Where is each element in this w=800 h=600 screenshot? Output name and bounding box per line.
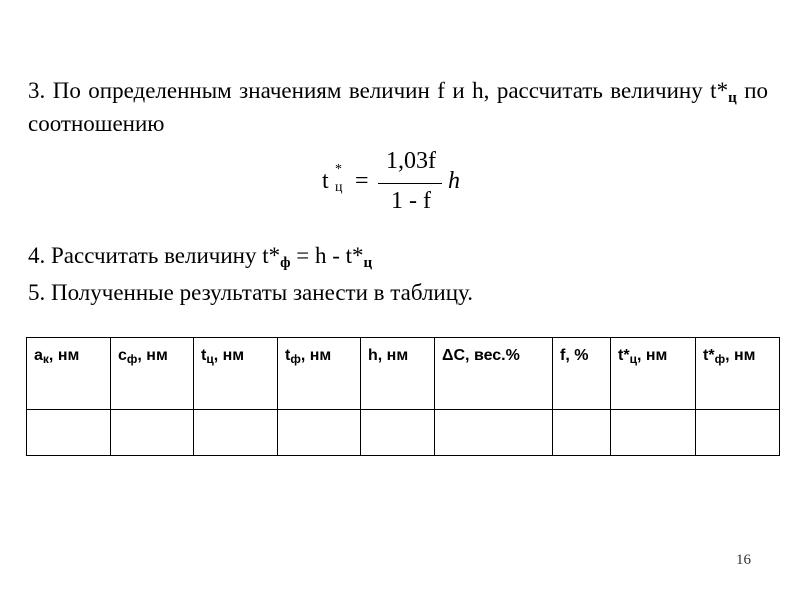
header-tc: $t_ц$, нм [194, 338, 278, 410]
table-cell[interactable] [435, 410, 553, 456]
header-tf: $t_ф$, нм [278, 338, 361, 410]
step-5-text: 5. Полученные результаты занести в таблицу. [28, 280, 473, 305]
step-3-subscript: ц [728, 90, 737, 106]
formula-lhs-sup: * [335, 162, 342, 177]
table-cell[interactable] [194, 410, 278, 456]
step-3-text: 3. По определенным значениям величин f и h, рассчитать величину t* [28, 78, 729, 103]
header-delta-c: ΔC, вес.% [435, 338, 553, 410]
page-number: 16 [736, 552, 751, 568]
header-t-star-c: $t*_ц$, нм [611, 338, 696, 410]
formula-lhs: t * ц [322, 162, 343, 195]
formula-numerator: 1,03f [386, 148, 436, 174]
step-3-paragraph [28, 74, 768, 140]
step-4-mid: = h - t* [290, 243, 364, 268]
header-cf: $c_ф$, нм [111, 338, 194, 410]
header-f: f, % [553, 338, 611, 410]
step-5-paragraph [28, 276, 768, 309]
table-row [27, 410, 780, 456]
header-t-star-f: $t*_ф$, нм [696, 338, 780, 410]
step-4-text: 4. Рассчитать величину t* [28, 243, 281, 268]
table-cell[interactable] [361, 410, 435, 456]
table-cell[interactable] [111, 410, 194, 456]
table-cell[interactable] [278, 410, 361, 456]
step-4-subscript-1: ф [280, 255, 291, 271]
header-h: h, нм [361, 338, 435, 410]
step-4-paragraph [28, 239, 768, 272]
formula-denominator: 1 - f [391, 188, 431, 214]
results-table [26, 337, 780, 456]
header-ak: $a_к$, нм [27, 338, 111, 410]
table-cell[interactable] [553, 410, 611, 456]
step-3-tail: по соотношению [28, 78, 769, 136]
table-cell[interactable] [27, 410, 111, 456]
step-4-subscript-2: ц [363, 255, 373, 271]
formula [322, 148, 482, 222]
table-cell[interactable] [611, 410, 696, 456]
table-header-row [27, 338, 780, 410]
formula-multiplier: h [448, 168, 460, 194]
formula-equals: = [355, 168, 369, 194]
table-cell[interactable] [696, 410, 780, 456]
formula-fraction-bar [378, 183, 442, 184]
